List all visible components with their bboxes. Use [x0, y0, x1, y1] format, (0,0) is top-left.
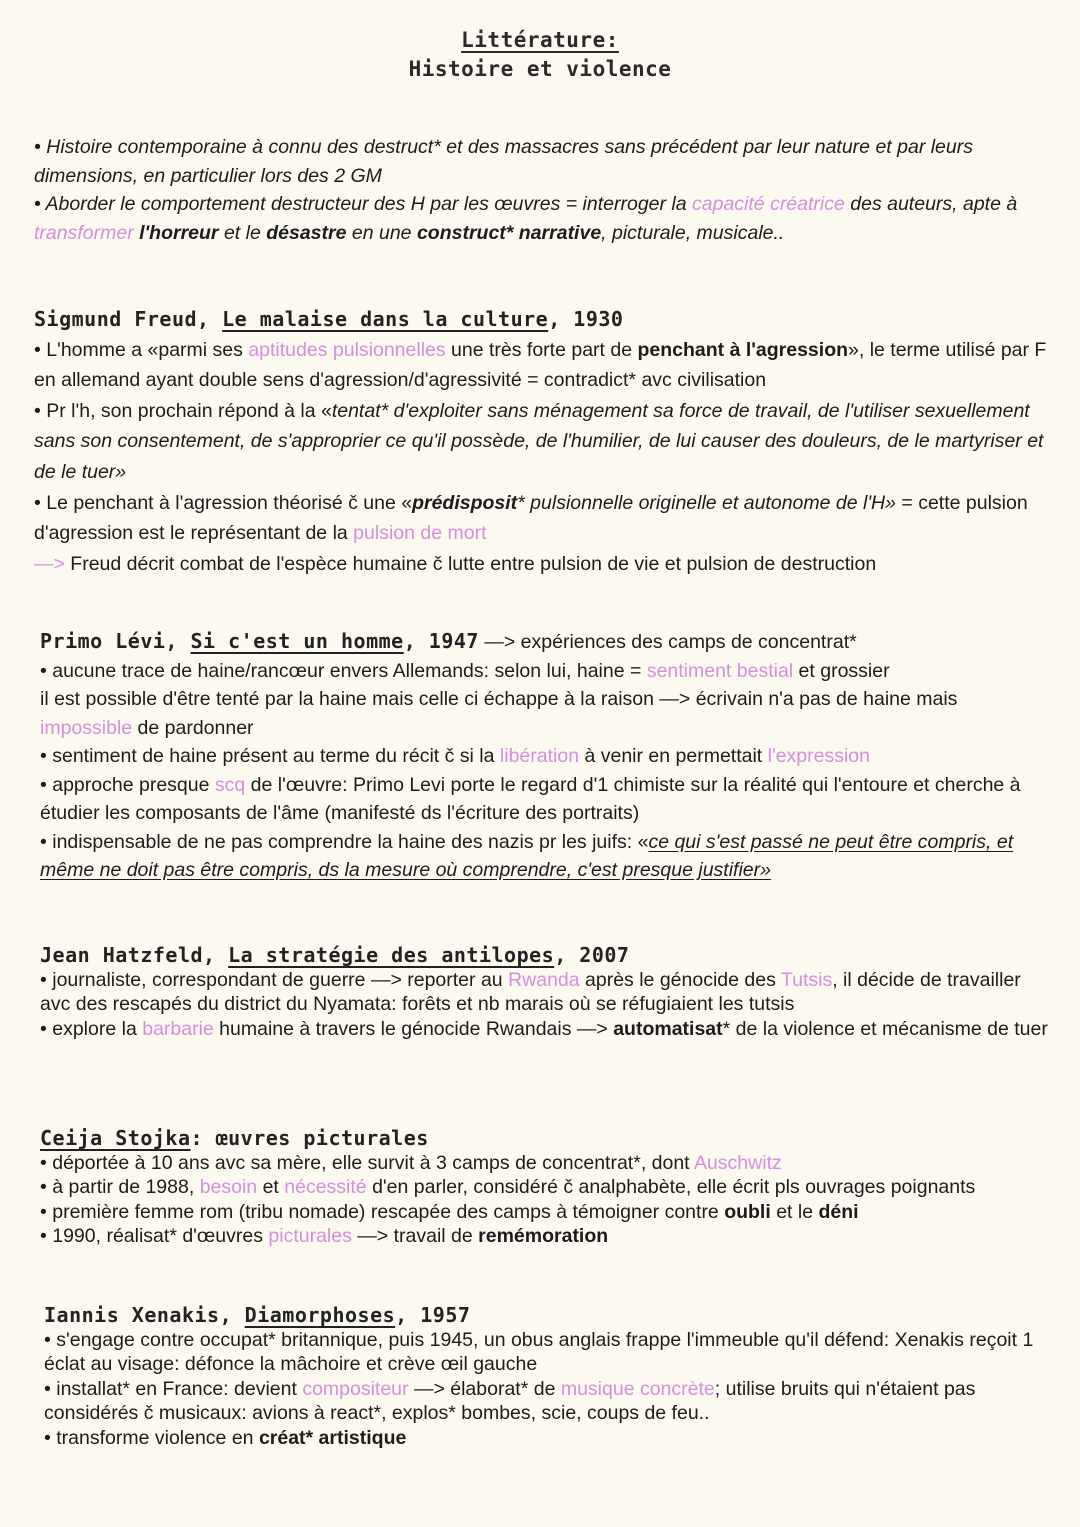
section-heading-levi: Primo Lévi, Si c'est un homme, 1947 —> expériences des camps de concentrat* — [40, 629, 857, 653]
freud-conclusion: —> Freud décrit combat de l'espèce humaine č lutte entre pulsion de vie et pulsion de destruction — [34, 552, 877, 575]
freud-bullet-2: • Pr l'h, son prochain répond à la «tentat* d'exploiter sans ménagement sa force de travail, de l'utiliser sexuellement sans son consentement, de s'approprier ce qu'il possède, de l'humilier, de lui causer des douleurs, de le martyriser et de le tuer» — [34, 399, 1044, 483]
arrow-icon: —> — [34, 552, 65, 575]
intro-paragraph-1: • Histoire contemporaine à connu des destruct* et des massacres sans précédent par leur nature et par leurs dimensions, en particulier lors des 2 GM — [34, 136, 973, 187]
levi-bullet-1: • aucune trace de haine/rancœur envers Allemands: selon lui, haine = sentiment bestial et grossier — [40, 659, 890, 682]
hatzfeld-bullet-2: • explore la barbarie humaine à travers le génocide Rwandais —> automatisat* de la violence et mécanisme de tuer — [40, 1017, 1048, 1040]
section-xenakis — [44, 1303, 1050, 1451]
xenakis-bullet-1: • s'engage contre occupat* britannique, puis 1945, un obus anglais frappe l'immeuble qu'il défend: Xenakis reçoit 1 éclat au visage: défonce la mâchoire et crève œil gauche — [44, 1328, 1034, 1376]
stojka-bullet-1: • déportée à 10 ans avc sa mère, elle survit à 3 camps de concentrat*, dont Auschwitz — [40, 1151, 782, 1174]
stojka-bullet-4: • 1990, réalisat* d'œuvres picturales —> travail de remémoration — [40, 1225, 609, 1248]
levi-bullet-2: • sentiment de haine présent au terme du récit č si la libération à venir en permettait l'expression — [40, 745, 870, 767]
title-line-2: Histoire et violence — [408, 57, 672, 81]
levi-bullet-4: • indispensable de ne pas comprendre la haine des nazis pr les juifs: «ce qui s'est passé ne peut être compris, et même ne doit pas être compris, ds la mesure où comprendre, c'est presque justifier» — [40, 830, 1014, 881]
intro-paragraph-2: • Aborder le comportement destructeur des H par les œuvres = interroger la capacité créatrice des auteurs, apte à transformer l'horreur et le désastre en une construct* narrative, picturale, musicale.. — [34, 193, 1018, 244]
section-freud — [34, 304, 1050, 579]
title-line-1: Littérature: — [461, 28, 619, 52]
xenakis-bullet-2: • installat* en France: devient compositeur —> élaborat* de musique concrète; utilise bruits qui n'étaient pas considérés č musicaux: avions à react*, explos* bombes, scie, coups de feu.. — [44, 1377, 976, 1425]
levi-bullet-1-cont: il est possible d'être tenté par la haine mais celle ci échappe à la raison —> écrivain n'a pas de haine mais impossible de pardonner — [40, 688, 958, 739]
section-heading-stojka: Ceija Stojka: œuvres picturales — [40, 1126, 429, 1150]
freud-bullet-3: • Le penchant à l'agression théorisé č une «prédisposit* pulsionnelle originelle et autonome de l'H» = cette pulsion d'agression est le représentant de la pulsion de mort — [34, 491, 1028, 545]
section-heading-hatzfeld: Jean Hatzfeld, La stratégie des antilopes, 2007 — [40, 943, 630, 967]
section-heading-xenakis: Iannis Xenakis, Diamorphoses, 1957 — [44, 1303, 471, 1327]
page-title — [0, 26, 1080, 84]
stojka-bullet-2: • à partir de 1988, besoin et nécessité d'en parler, considéré č analphabète, elle écrit pls ouvrages poignants — [40, 1176, 976, 1199]
freud-bullet-1: • L'homme a «parmi ses aptitudes pulsionnelles une très forte part de penchant à l'agression», le terme utilisé par F en allemand ayant double sens d'agression/d'agressivité = contradict* avc civilisation — [34, 338, 1047, 392]
stojka-bullet-3: • première femme rom (tribu nomade) rescapée des camps à témoigner contre oubli et le déni — [40, 1200, 859, 1223]
section-heading-freud: Sigmund Freud, Le malaise dans la culture, 1930 — [34, 307, 624, 331]
section-stojka — [40, 1126, 1050, 1249]
section-levi — [40, 627, 1050, 885]
levi-bullet-3: • approche presque scq de l'œuvre: Primo Levi porte le regard d'1 chimiste sur la réalité qui l'entoure et cherche à étudier les composants de l'âme (manifesté ds l'écriture des portraits) — [40, 773, 1021, 824]
intro-section — [34, 133, 1050, 247]
section-hatzfeld — [40, 943, 1050, 1041]
hatzfeld-bullet-1: • journaliste, correspondant de guerre —> reporter au Rwanda après le génocide des Tutsis, il décide de travailler avc des rescapés du district du Nyamata: forêts et nb marais où se réfugiaient les tutsis — [40, 968, 1021, 1015]
xenakis-bullet-3: • transforme violence en créat* artistique — [44, 1426, 407, 1449]
